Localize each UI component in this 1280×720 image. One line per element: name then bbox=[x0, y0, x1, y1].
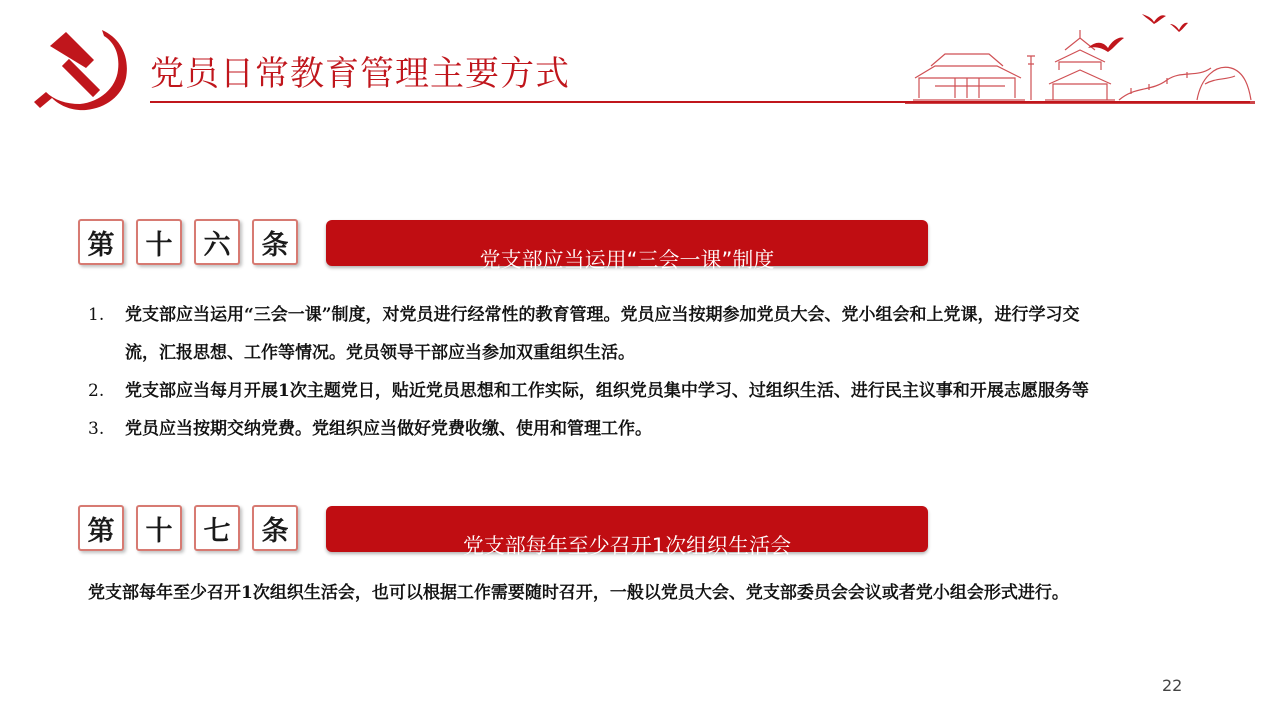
article-16-heading bbox=[78, 219, 298, 265]
bird-icon bbox=[1140, 10, 1168, 26]
article-17-banner-text: 党支部每年至少召开1次组织生活会 bbox=[462, 534, 792, 558]
bird-icon bbox=[1086, 34, 1126, 56]
list-item-text: 党员应当按期交纳党费。党组织应当做好党费收缴、使用和管理工作。 bbox=[125, 419, 652, 439]
party-emblem-icon bbox=[32, 26, 132, 112]
article-16-list bbox=[88, 296, 1098, 448]
list-item-text: 党支部应当运用“三会一课”制度，对党员进行经常性的教育管理。党员应当按期参加党员大会、党小组会和上党课，进行学习交流，汇报思想、工作等情况。党员领导干部应当参加双重组织生活。 bbox=[125, 305, 1080, 363]
page-title: 党员日常教育管理主要方式 bbox=[150, 54, 570, 94]
list-item bbox=[88, 410, 1098, 448]
page-number: 22 bbox=[1162, 676, 1183, 695]
heading-char: 条 bbox=[252, 219, 298, 265]
heading-char: 条 bbox=[252, 505, 298, 551]
heading-char: 第 bbox=[78, 219, 124, 265]
heading-char: 十 bbox=[136, 219, 182, 265]
heading-char: 七 bbox=[194, 505, 240, 551]
list-item-number: 1. bbox=[88, 305, 105, 325]
list-item-text: 党支部应当每月开展1次主题党日，贴近党员思想和工作实际，组织党员集中学习、过组织生活、进行民主议事和开展志愿服务等 bbox=[125, 381, 1089, 401]
landmark-skyline-icon bbox=[905, 8, 1255, 104]
article-17-heading bbox=[78, 505, 298, 551]
list-item-number: 3. bbox=[88, 419, 105, 439]
list-item-number: 2. bbox=[88, 381, 105, 401]
list-item bbox=[88, 372, 1098, 410]
list-item bbox=[88, 296, 1098, 372]
bird-icon bbox=[1168, 18, 1190, 34]
article-17-paragraph: 党支部每年至少召开1次组织生活会，也可以根据工作需要随时召开，一般以党员大会、党支部委员会会议或者党小组会形式进行。 bbox=[88, 583, 1069, 603]
heading-char: 六 bbox=[194, 219, 240, 265]
heading-char: 第 bbox=[78, 505, 124, 551]
article-16-banner-text: 党支部应当运用“三会一课”制度 bbox=[479, 248, 775, 272]
heading-char: 十 bbox=[136, 505, 182, 551]
